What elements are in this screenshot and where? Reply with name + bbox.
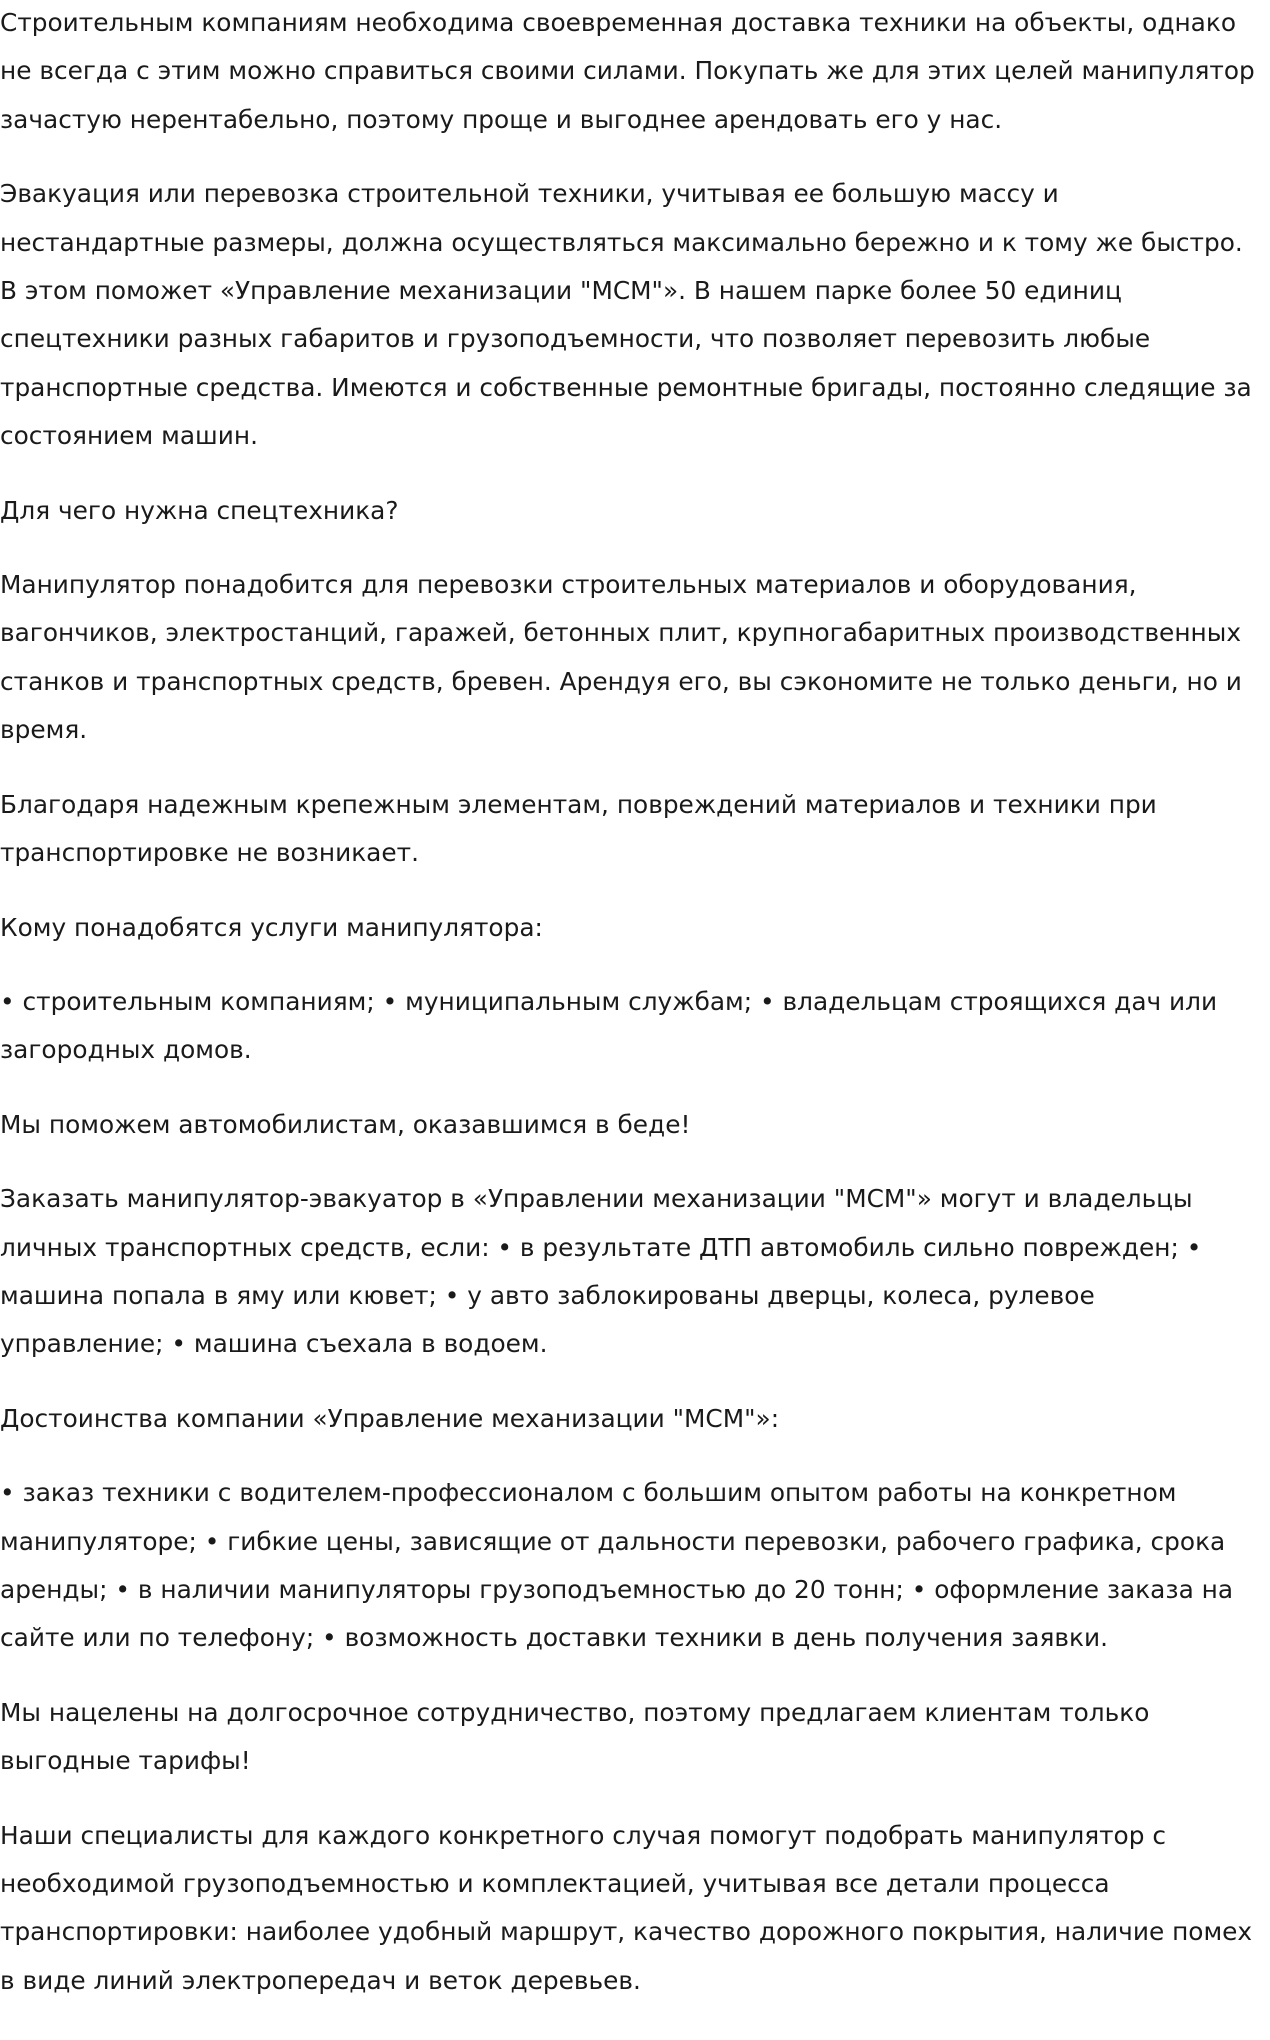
- paragraph-motorists-heading: Мы поможем автомобилистам, оказавшимся в беде!: [0, 1109, 691, 1139]
- paragraph-who-needs-heading: Кому понадобятся услуги манипулятора:: [0, 912, 543, 942]
- paragraph-who-needs-list: • строительным компаниям; • муниципальным службам; • владельцам строящихся дач или загородных домов.: [0, 986, 1218, 1065]
- paragraph-fasteners: Благодаря надежным крепежным элементам, повреждений материалов и техники при транспортировке не возникает.: [0, 789, 1157, 868]
- paragraph-evacuation: Эвакуация или перевозка строительной техники, учитывая ее большую массу и нестандартные размеры, должна осуществляться максимально бережно и к тому же быстро. В этом поможет «Управление механизации "МСМ"». В нашем парке более 50 единиц спецтехники разных габаритов и грузоподъемности, что позволяет перевозить любые транспортные средства. Имеются и собственные ремонтные бригады, постоянно следящие за состоянием машин.: [0, 179, 1252, 451]
- paragraph-advantages-list: • заказ техники с водителем-профессионалом с большим опытом работы на конкретном манипуляторе; • гибкие цены, зависящие от дальности перевозки, рабочего графика, срока аренды; • в наличии манипуляторы грузоподъемностью до 20 тонн; • оформление заказа на сайте или по телефону; • возможность доставки техники в день получения заявки.: [0, 1478, 1234, 1653]
- paragraph-intro: Строительным компаниям необходима своевременная доставка техники на объекты, однако не всегда с этим можно справиться своими силами. Покупать же для этих целей манипулятор зачастую нерентабельно, поэтому проще и выгоднее арендовать его у нас.: [0, 8, 1255, 134]
- paragraph-cooperation: Мы нацелены на долгосрочное сотрудничество, поэтому предлагаем клиентам только выгодные тарифы!: [0, 1697, 1150, 1776]
- paragraph-specialists: Наши специалисты для каждого конкретного случая помогут подобрать манипулятор с необходимой грузоподъемностью и комплектацией, учитывая все детали процесса транспортировки: наиболее удобный маршрут, качество дорожного покрытия, наличие помех в виде линий электропередач и веток деревьев.: [0, 1820, 1253, 1995]
- paragraph-manipulator-uses: Манипулятор понадобится для перевозки строительных материалов и оборудования, вагончиков, электростанций, гаражей, бетонных плит, крупногабаритных производственных станков и транспортных средств, бревен. Арендуя его, вы сэкономите не только деньги, но и время.: [0, 570, 1242, 745]
- paragraph-advantages-heading: Достоинства компании «Управление механизации "МСМ"»:: [0, 1403, 780, 1433]
- paragraph-tow-truck: Заказать манипулятор-эвакуатор в «Управлении механизации "МСМ"» могут и владельцы личных транспортных средств, если: • в результате ДТП автомобиль сильно поврежден; • машина попала в яму или кювет; • у авто заблокированы дверцы, колеса, рулевое управление; • машина съехала в водоем.: [0, 1184, 1202, 1359]
- paragraph-why-heading: Для чего нужна спецтехника?: [0, 495, 399, 525]
